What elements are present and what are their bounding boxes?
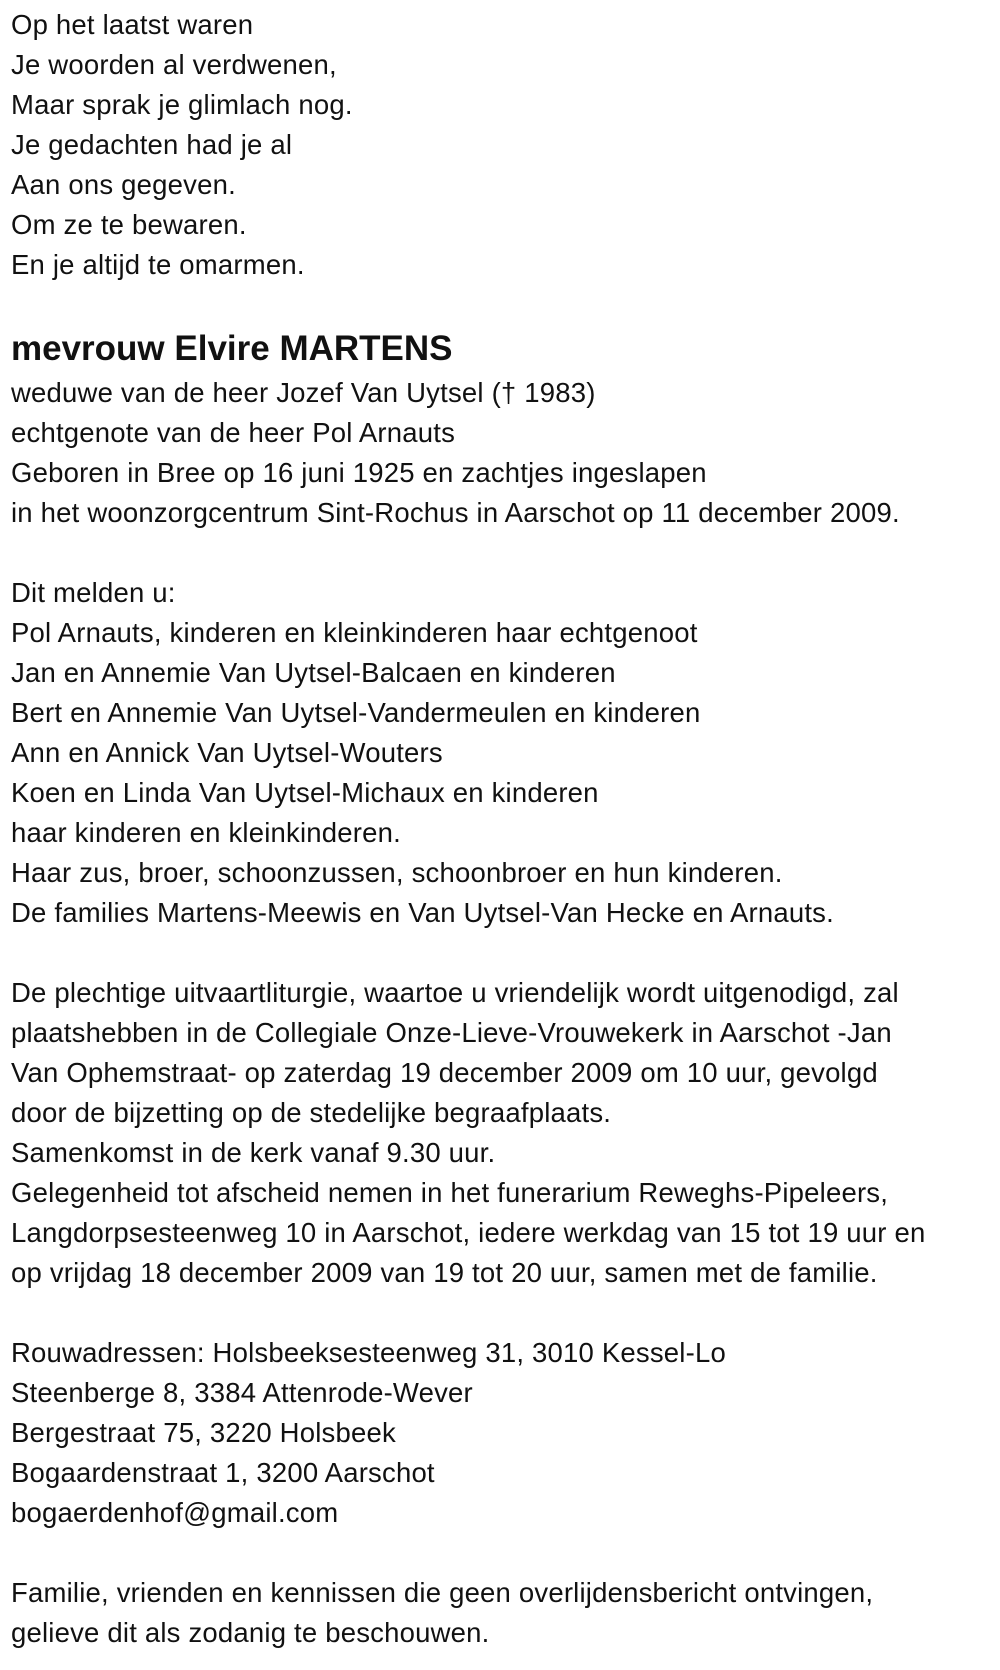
poem xyxy=(11,5,1000,285)
poem-line: Op het laatst waren xyxy=(11,9,254,40)
closing-line: gelieve dit als zodanig te beschouwen. xyxy=(11,1617,490,1648)
intro-line: echtgenote van de heer Pol Arnauts xyxy=(11,417,456,448)
poem-line: Aan ons gegeven. xyxy=(11,169,236,200)
announcer-line: Haar zus, broer, schoonzussen, schoonbroer en hun kinderen. xyxy=(11,857,783,888)
closing xyxy=(11,1573,1000,1653)
funeral-line: Langdorpsesteenweg 10 in Aarschot, iedere werkdag van 15 tot 19 uur en xyxy=(11,1217,926,1248)
announcers xyxy=(11,573,1000,933)
funeral-line: Samenkomst in de kerk vanaf 9.30 uur. xyxy=(11,1137,496,1168)
address-line: Bergestraat 75, 3220 Holsbeek xyxy=(11,1417,396,1448)
intro-line: in het woonzorgcentrum Sint-Rochus in Aarschot op 11 december 2009. xyxy=(11,497,900,528)
poem-line: Maar sprak je glimlach nog. xyxy=(11,89,353,120)
address-line: Rouwadressen: Holsbeeksesteenweg 31, 3010 Kessel-Lo xyxy=(11,1337,726,1368)
poem-line: Je woorden al verdwenen, xyxy=(11,49,337,80)
announcer-line: haar kinderen en kleinkinderen. xyxy=(11,817,401,848)
funeral-line: Gelegenheid tot afscheid nemen in het funerarium Reweghs-Pipeleers, xyxy=(11,1177,889,1208)
announcer-line: De families Martens-Meewis en Van Uytsel-Van Hecke en Arnauts. xyxy=(11,897,834,928)
funeral-line: De plechtige uitvaartliturgie, waartoe u vriendelijk wordt uitgenodigd, zal xyxy=(11,977,899,1008)
announcer-line: Ann en Annick Van Uytsel-Wouters xyxy=(11,737,443,768)
intro-line: weduwe van de heer Jozef Van Uytsel († 1983) xyxy=(11,377,596,408)
funeral-details xyxy=(11,973,1000,1293)
funeral-line: op vrijdag 18 december 2009 van 19 tot 20 uur, samen met de familie. xyxy=(11,1257,878,1288)
funeral-line: Van Ophemstraat- op zaterdag 19 december 2009 om 10 uur, gevolgd xyxy=(11,1057,878,1088)
poem-line: Je gedachten had je al xyxy=(11,129,293,160)
poem-line: En je altijd te omarmen. xyxy=(11,249,305,280)
address-line: Bogaardenstraat 1, 3200 Aarschot xyxy=(11,1457,435,1488)
poem-line: Om ze te bewaren. xyxy=(11,209,247,240)
announcer-line: Koen en Linda Van Uytsel-Michaux en kinderen xyxy=(11,777,599,808)
email-address: bogaerdenhof@gmail.com xyxy=(11,1497,339,1528)
announcer-line: Bert en Annemie Van Uytsel-Vandermeulen en kinderen xyxy=(11,697,701,728)
announcer-line: Dit melden u: xyxy=(11,577,176,608)
announcer-line: Pol Arnauts, kinderen en kleinkinderen haar echtgenoot xyxy=(11,617,698,648)
closing-line: Familie, vrienden en kennissen die geen overlijdensbericht ontvingen, xyxy=(11,1577,874,1608)
intro-line: Geboren in Bree op 16 juni 1925 en zachtjes ingeslapen xyxy=(11,457,707,488)
addresses xyxy=(11,1333,1000,1533)
deceased-name: mevrouw Elvire MARTENS xyxy=(11,329,453,368)
funeral-line: plaatshebben in de Collegiale Onze-Lieve-Vrouwekerk in Aarschot -Jan xyxy=(11,1017,892,1048)
funeral-line: door de bijzetting op de stedelijke begraafplaats. xyxy=(11,1097,612,1128)
intro xyxy=(11,373,1000,533)
address-line: Steenberge 8, 3384 Attenrode-Wever xyxy=(11,1377,473,1408)
announcer-line: Jan en Annemie Van Uytsel-Balcaen en kinderen xyxy=(11,657,616,688)
